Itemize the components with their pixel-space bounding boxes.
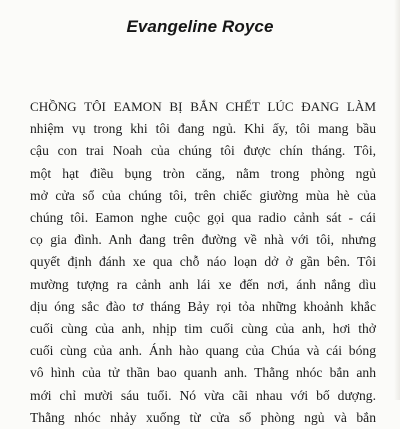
page-edge-shadow <box>394 0 400 400</box>
text-line: một hạt điều bụng tròn căng, nằm trong phòng ngủ <box>30 165 376 181</box>
text-line: mở cửa sổ của chúng tôi, trên chiếc giường mùa hè của <box>30 187 376 203</box>
text-line: CHỒNG TÔI EAMON BỊ BẮN CHẾT LÚC ĐANG LÀM <box>30 99 376 114</box>
text-line: mới chỉ mười sáu tuổi. Nó vừa cãi nhau với bố dượng. <box>30 387 376 403</box>
text-line: dịu óng sắc đào tơ tháng Bảy rọi tỏa những khoảnh khắc <box>30 298 376 314</box>
body-paragraph <box>30 96 376 429</box>
text-line: nhiệm vụ trong khi tôi đang ngủ. Khi ấy, tôi mang bầu <box>30 121 376 137</box>
running-header-author: Evangeline Royce <box>126 17 274 36</box>
text-line: cậu con trai Noah của chúng tôi được chín tháng. Tôi, <box>30 143 376 159</box>
text-line: cọ gia đình. Anh đang trên đường về nhà với tôi, nhưng <box>30 232 376 248</box>
text-line: mường tượng ra cảnh anh lái xe đến nơi, ánh nắng dìu <box>30 276 376 292</box>
text-line: quyết định đánh xe qua chỗ náo loạn dở ở gần bên. Tôi <box>30 254 376 270</box>
text-line: Thằng nhóc nhảy xuống từ cửa sổ phòng ngủ và bắn <box>30 409 376 425</box>
text-line: chúng tôi. Eamon nghe cuộc gọi qua radio cảnh sát - cái <box>30 210 376 226</box>
text-line: cuối cùng của anh, nhịp tim cuối cùng của anh, hơi thở <box>30 321 376 337</box>
text-line: cuối cùng của anh. Ánh hào quang của Chúa và cái bóng <box>30 343 376 359</box>
text-line: vô hình của tử thần bao quanh anh. Thằng nhóc bắn anh <box>30 365 376 381</box>
